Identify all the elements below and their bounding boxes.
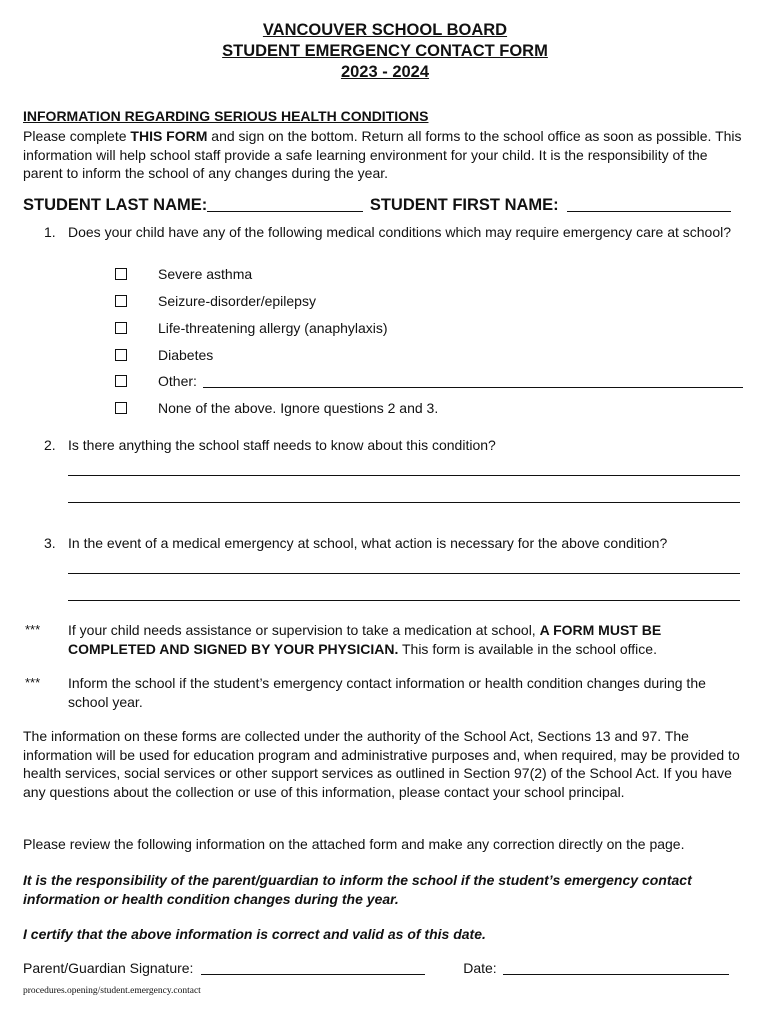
- option-seizure: [115, 293, 316, 309]
- form-header: [0, 20, 770, 83]
- option-label: Diabetes: [158, 347, 214, 363]
- date-field[interactable]: [503, 960, 729, 975]
- other-condition-field[interactable]: [203, 373, 743, 388]
- option-label: None of the above. Ignore questions 2 and 3.: [158, 400, 439, 416]
- option-other: [115, 373, 743, 389]
- option-label: Life-threatening allergy (anaphylaxis): [158, 320, 388, 336]
- question-2-answer-line-1[interactable]: [68, 475, 740, 476]
- question-3-text: In the event of a medical emergency at school, what action is necessary for the above condition?: [68, 535, 668, 551]
- form-title: STUDENT EMERGENCY CONTACT FORM: [222, 42, 548, 60]
- note-1-text-2: This form is available in the school office.: [398, 640, 657, 657]
- school-year: 2023 - 2024: [340, 63, 430, 81]
- diabetes-checkbox[interactable]: [115, 349, 127, 361]
- note-1-marker: ***: [25, 622, 41, 637]
- intro-bold: THIS FORM: [130, 128, 208, 144]
- severe-asthma-checkbox[interactable]: [115, 268, 127, 280]
- authority-paragraph: The information on these forms are collected under the authority of the School Act, Sections 13 and 97. The information will be used for education program and administrative purposes and, when required, may be provided to health services, social services or other support services as outlined in Section 97(2) of the School Act. If you have any questions about the collection or use of this information, please contact your school principal.: [23, 728, 740, 800]
- signature-field[interactable]: [201, 960, 425, 975]
- option-label: Severe asthma: [158, 266, 253, 282]
- certify-statement: I certify that the above information is correct and valid as of this date.: [23, 926, 486, 942]
- question-3-number: 3.: [44, 535, 56, 551]
- section-heading: INFORMATION REGARDING SERIOUS HEALTH CONDITIONS: [23, 108, 429, 124]
- question-3-answer-line-1[interactable]: [68, 573, 740, 574]
- note-1-bold: A FORM MUST BE COMPLETED AND SIGNED BY YOUR PHYSICIAN.: [68, 622, 662, 657]
- physician-form-note: [68, 621, 748, 658]
- question-1-text: Does your child have any of the following medical conditions which may require emergency care at school?: [68, 224, 732, 240]
- option-severe-asthma: [115, 266, 252, 282]
- inform-school-note: Inform the school if the student’s emergency contact information or health condition changes during the school year.: [68, 675, 706, 710]
- review-paragraph: Please review the following information on the attached form and make any correction directly on the page.: [23, 836, 685, 852]
- student-last-name-label: STUDENT LAST NAME:: [23, 196, 208, 214]
- school-board-title: VANCOUVER SCHOOL BOARD: [262, 21, 508, 39]
- signature-label: Parent/Guardian Signature:: [23, 960, 194, 976]
- student-first-name-label: STUDENT FIRST NAME:: [369, 196, 559, 214]
- student-last-name-field[interactable]: [207, 197, 363, 212]
- none-checkbox[interactable]: [115, 402, 127, 414]
- date-label: Date:: [463, 960, 497, 976]
- note-2-marker: ***: [25, 675, 41, 690]
- footer-path: procedures.opening/student.emergency.contact: [23, 986, 201, 996]
- other-checkbox[interactable]: [115, 375, 127, 387]
- student-name-row: [23, 196, 731, 215]
- option-allergy: [115, 320, 388, 336]
- question-2-number: 2.: [44, 437, 56, 453]
- option-diabetes: [115, 347, 213, 363]
- question-1-number: 1.: [44, 224, 56, 240]
- question-3-answer-line-2[interactable]: [68, 600, 740, 601]
- note-1-text-1: If your child needs assistance or supervision to take a medication at school,: [68, 622, 540, 638]
- question-2-answer-line-2[interactable]: [68, 502, 740, 503]
- option-label: Other:: [158, 373, 197, 389]
- intro-paragraph: [23, 127, 748, 183]
- seizure-checkbox[interactable]: [115, 295, 127, 307]
- responsibility-statement: It is the responsibility of the parent/guardian to inform the school if the student’s emergency contact information or health condition changes during the year.: [23, 872, 692, 907]
- question-2-text: Is there anything the school staff needs to know about this condition?: [68, 437, 496, 453]
- student-first-name-field[interactable]: [567, 197, 731, 212]
- intro-text-2: and sign on the bottom. Return all forms to the school office as soon as possible. This information will help school staff provide a safe learning environment for your child. It is the responsibility of the parent to inform the school of any changes during the year.: [23, 128, 742, 181]
- option-none: [115, 400, 438, 416]
- option-label: Seizure-disorder/epilepsy: [158, 293, 316, 309]
- allergy-checkbox[interactable]: [115, 322, 127, 334]
- signature-row: [23, 960, 729, 976]
- intro-text-1: Please complete: [23, 128, 131, 144]
